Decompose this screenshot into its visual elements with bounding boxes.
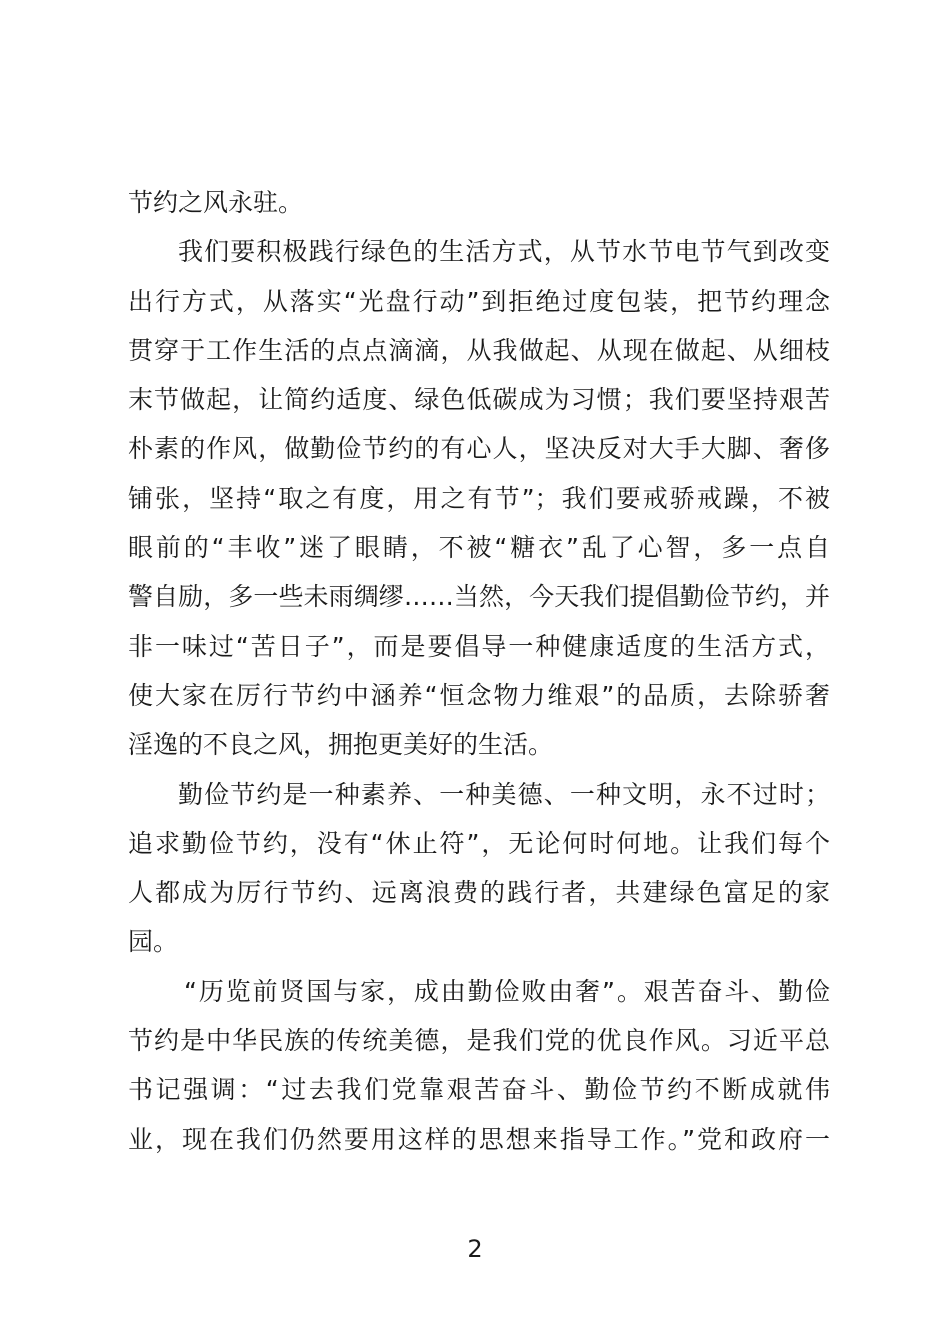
- paragraph-start-line: “历览前贤国与家，成由勤俭败由奢”。艰苦奋斗、勤俭: [184, 976, 830, 1006]
- page-number: 2: [467, 1235, 483, 1263]
- text-line: 出行方式，从落实“光盘行动”到拒绝过度包装，把节约理念: [128, 286, 830, 316]
- text-line: 园。: [128, 927, 179, 957]
- text-line: 末节做起，让简约适度、绿色低碳成为习惯；我们要坚持艰苦: [128, 385, 830, 415]
- text-line: 非一味过“苦日子”，而是要倡导一种健康适度的生活方式，: [128, 631, 830, 661]
- text-line: 使大家在厉行节约中涵养“恒念物力维艰”的品质，去除骄奢: [128, 680, 830, 710]
- text-line: 警自励，多一些未雨绸缪……当然，今天我们提倡勤俭节约，并: [128, 582, 830, 612]
- text-line: 追求勤俭节约，没有“休止符”，无论何时何地。让我们每个: [128, 828, 830, 858]
- paragraph-start-line: 勤俭节约是一种素养、一种美德、一种文明，永不过时；: [178, 779, 830, 809]
- text-line: 人都成为厉行节约、远离浪费的践行者，共建绿色富足的家: [128, 878, 830, 908]
- text-line: 朴素的作风，做勤俭节约的有心人，坚决反对大手大脚、奢侈: [128, 434, 830, 464]
- text-line: 铺张，坚持“取之有度，用之有节”；我们要戒骄戒躁，不被: [128, 483, 830, 513]
- text-line: 节约是中华民族的传统美德，是我们党的优良作风。习近平总: [128, 1026, 830, 1056]
- text-line: 眼前的“丰收”迷了眼睛，不被“糖衣”乱了心智，多一点自: [128, 533, 830, 563]
- text-line: 节约之风永驻。: [128, 188, 304, 217]
- text-line: 书记强调：“过去我们党靠艰苦奋斗、勤俭节约不断成就伟: [128, 1075, 830, 1105]
- body-text: [128, 178, 830, 1164]
- text-line: 淫逸的不良之风，拥抱更美好的生活。: [128, 730, 554, 760]
- paragraph-start-line: 我们要积极践行绿色的生活方式，从节水节电节气到改变: [178, 237, 830, 267]
- text-line: 贯穿于工作生活的点点滴滴，从我做起、从现在做起、从细枝: [128, 335, 830, 365]
- text-line: 业，现在我们仍然要用这样的思想来指导工作。”党和政府一: [128, 1124, 830, 1154]
